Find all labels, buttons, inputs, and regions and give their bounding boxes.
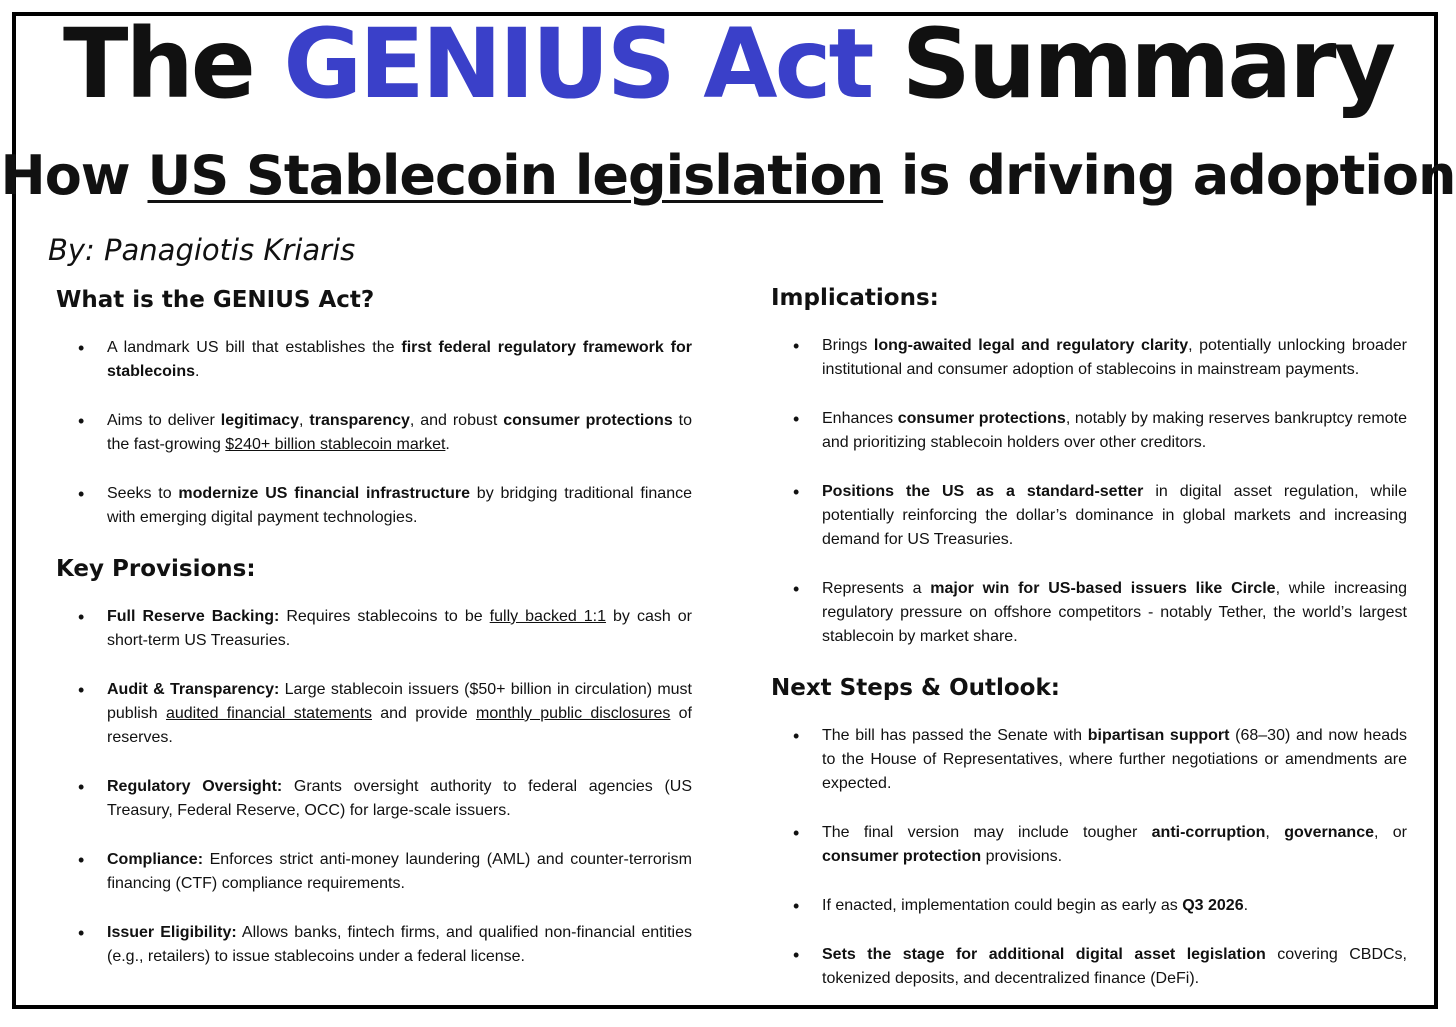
bold-text: transparency: [309, 411, 410, 429]
text: Grants oversight authority to federal agencies (US Treasury, Federal Reserve, OCC) for large-scale issuers.: [107, 777, 693, 819]
bold-text: Audit & Transparency:: [107, 680, 280, 698]
text: The final version may include tougher: [822, 823, 1152, 841]
text: ,: [1265, 823, 1285, 841]
text: of reserves.: [107, 704, 693, 746]
text: A landmark US bill that establishes the: [107, 338, 402, 356]
text: Brings: [822, 336, 874, 354]
bold-text: major win for US-based issuers like Circle: [930, 579, 1276, 597]
text: Seeks to: [107, 484, 179, 502]
section-heading-implications: Implications:: [771, 285, 939, 311]
list-item: [771, 407, 1407, 455]
bold-text: Full Reserve Backing:: [107, 607, 280, 625]
list-item: [771, 821, 1407, 869]
text: .: [195, 362, 200, 380]
section-heading-key-provisions: Key Provisions:: [56, 555, 256, 582]
text: provisions.: [981, 847, 1063, 865]
section-heading-what-is: What is the GENIUS Act?: [56, 287, 375, 313]
text: , and robust: [409, 411, 504, 429]
text: .: [445, 435, 450, 453]
subtitle-part-1: How: [0, 144, 148, 207]
title-accent: GENIUS Act: [283, 8, 872, 120]
title-part-1: The: [62, 8, 284, 120]
right-column: [771, 284, 1407, 1016]
bold-text: governance: [1284, 823, 1374, 841]
text: If enacted, implementation could begin as early as: [822, 896, 1183, 914]
list-item: [771, 334, 1407, 382]
list-item: [771, 724, 1407, 796]
list-item: [56, 482, 692, 530]
author-byline: By: Panagiotis Kriaris: [48, 233, 356, 267]
list-item: [56, 678, 692, 750]
title-part-2: Summary: [871, 8, 1394, 120]
text: Enforces strict anti-money laundering (AML) and counter-terrorism financing (CTF) compliance requirements.: [107, 850, 692, 892]
bold-text: Sets the stage for additional digital asset legislation: [822, 945, 1266, 963]
text: to the fast-growing: [107, 411, 692, 453]
section-heading-next-steps: Next Steps & Outlook:: [771, 674, 1060, 701]
text: Enhances: [822, 409, 898, 427]
bold-text: long-awaited legal and regulatory clarity: [873, 336, 1189, 354]
subtitle-part-2: is driving adoption: [883, 144, 1456, 207]
text: Represents a: [822, 579, 931, 597]
text: and provide: [371, 704, 476, 722]
text: , notably by making reserves bankruptcy remote and prioritizing stablecoin holders over other creditors.: [822, 409, 1407, 451]
key-provisions-list: [56, 605, 692, 969]
bold-text: Q3 2026: [1182, 896, 1244, 914]
text: , potentially unlocking broader institutional and consumer adoption of stablecoins in mainstream payments.: [822, 336, 1408, 378]
underlined-text: $240+ billion stablecoin market: [225, 435, 446, 453]
list-item: [771, 943, 1407, 991]
page-title: [0, 8, 1456, 120]
text: Allows banks, fintech firms, and qualified non-financial entities (e.g., retailers) to issue stablecoins under a federal license.: [107, 923, 693, 965]
list-item: [56, 775, 692, 823]
page-subtitle: [0, 146, 1456, 205]
text: ,: [299, 411, 310, 429]
text: Large stablecoin issuers ($50+ billion in circulation) must publish: [107, 680, 693, 722]
text: , while increasing regulatory pressure on offshore competitors - notably Tether, the world’s largest stablecoin by market share.: [822, 579, 1407, 645]
list-item: [771, 480, 1407, 552]
list-item: [56, 605, 692, 653]
next-steps-list: [771, 724, 1407, 991]
text: by bridging traditional finance with emerging digital payment technologies.: [107, 484, 693, 526]
text: covering CBDCs, tokenized deposits, and decentralized finance (DeFi).: [822, 945, 1407, 987]
bold-text: Regulatory Oversight:: [107, 777, 283, 795]
bold-text: Compliance:: [107, 850, 204, 868]
bold-text: bipartisan support: [1087, 726, 1230, 744]
list-item: [56, 336, 692, 384]
underlined-text: audited financial statements: [165, 704, 372, 722]
bold-text: consumer protection: [822, 847, 982, 865]
text: Requires stablecoins to be: [279, 607, 490, 625]
list-item: [56, 409, 692, 457]
underlined-text: fully backed 1:1: [489, 607, 607, 625]
text: Aims to deliver: [107, 411, 221, 429]
text: in digital asset regulation, while potentially reinforcing the dollar’s dominance in global markets and increasing demand for US Treasuries.: [822, 482, 1407, 548]
list-item: [771, 577, 1407, 649]
bold-text: legitimacy: [220, 411, 300, 429]
subtitle-underlined: US Stablecoin legislation: [147, 144, 884, 207]
list-item: [771, 894, 1407, 918]
left-column: [56, 286, 692, 994]
text: .: [1243, 896, 1249, 914]
text: , or: [1374, 823, 1407, 841]
bold-text: Positions the US as a standard-setter: [822, 482, 1144, 500]
bold-text: modernize US financial infrastructure: [178, 484, 470, 502]
text: The bill has passed the Senate with: [822, 726, 1088, 744]
text: (68–30) and now heads to the House of Representatives, where further negotiations or amendments are expected.: [822, 726, 1408, 792]
implications-list: [771, 334, 1407, 649]
text: by cash or short-term US Treasuries.: [107, 607, 693, 649]
bold-text: Issuer Eligibility:: [107, 923, 237, 941]
list-item: [56, 921, 692, 969]
bold-text: anti-corruption: [1151, 823, 1266, 841]
bold-text: consumer protections: [503, 411, 673, 429]
bold-text: first federal regulatory framework for stablecoins: [107, 338, 692, 380]
what-is-list: [56, 336, 692, 530]
list-item: [56, 848, 692, 896]
underlined-text: monthly public disclosures: [475, 704, 671, 722]
bold-text: consumer protections: [897, 409, 1066, 427]
